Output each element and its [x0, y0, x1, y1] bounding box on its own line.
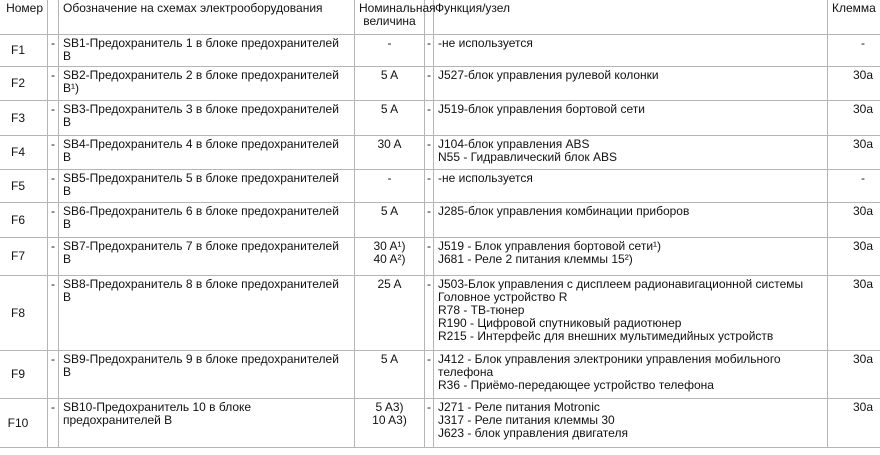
designation-cell — [59, 203, 355, 238]
designation-cell-line: B — [63, 184, 72, 198]
fuse-number-cell: F4 — [0, 136, 48, 170]
function-cell-line: Головное устройство R — [438, 290, 568, 304]
function-cell — [434, 101, 828, 136]
nominal-value-cell-line: - — [387, 36, 392, 50]
function-dash-cell: - — [425, 276, 434, 351]
table-row — [0, 136, 880, 170]
function-cell-line: J519 - Блок управления бортовой сети¹) — [438, 239, 662, 253]
designation-cell — [59, 238, 355, 276]
nominal-value-cell-line: 25 A — [377, 277, 402, 291]
designation-cell-line: B — [63, 150, 72, 164]
designation-cell-line: B — [63, 217, 72, 231]
header-nominal-line-2: величина — [363, 14, 416, 28]
fuse-number-cell: F6 — [0, 203, 48, 238]
designation-cell-line: SB7-Предохранитель 7 в блоке предохранителей — [63, 239, 339, 253]
table-row — [0, 203, 880, 238]
function-cell — [434, 67, 828, 101]
function-cell-line: J271 - Реле питания Motronic — [438, 400, 600, 414]
table-row — [0, 399, 880, 448]
function-cell — [434, 276, 828, 351]
designation-dash-cell: - — [48, 351, 59, 399]
function-cell-line: -не используется — [438, 171, 533, 185]
nominal-value-cell — [355, 399, 425, 448]
nominal-value-cell-line: 5 A — [380, 204, 399, 218]
header-nominal-line-1: Номинальная — [359, 1, 436, 15]
designation-cell-line: SB6-Предохранитель 6 в блоке предохранителей — [63, 204, 339, 218]
terminal-cell: 30a — [828, 399, 880, 448]
designation-dash-cell: - — [48, 136, 59, 170]
designation-cell — [59, 35, 355, 67]
designation-cell-line: SB9-Предохранитель 9 в блоке предохранителей — [63, 352, 339, 366]
table-row — [0, 101, 880, 136]
fuse-number-cell: F3 — [0, 101, 48, 136]
fuse-number-cell: F5 — [0, 170, 48, 203]
table-row — [0, 67, 880, 101]
designation-cell-line: SB10-Предохранитель 10 в блоке — [63, 400, 252, 414]
table-row — [0, 170, 880, 203]
designation-cell-line: SB5-Предохранитель 5 в блоке предохранителей — [63, 171, 339, 185]
function-cell — [434, 351, 828, 399]
designation-cell — [59, 136, 355, 170]
designation-cell-line: SB2-Предохранитель 2 в блоке предохранителей — [63, 68, 339, 82]
nominal-value-cell-line: 5 A — [380, 352, 399, 366]
nominal-value-cell-line: 30 A¹) — [373, 239, 406, 253]
function-cell — [434, 399, 828, 448]
nominal-value-cell-line: 5 A — [380, 102, 399, 116]
fuse-number-cell: F2 — [0, 67, 48, 101]
nominal-value-cell-line: 5 A3) — [375, 400, 404, 414]
terminal-cell: 30a — [828, 276, 880, 351]
function-cell-line: J285-блок управления комбинации приборов — [438, 204, 690, 218]
function-cell-line: R78 - ТВ-тюнер — [438, 303, 525, 317]
designation-cell-line: B — [63, 252, 72, 266]
designation-dash-cell: - — [48, 276, 59, 351]
function-cell-line: J519-блок управления бортовой сети — [438, 102, 645, 116]
nominal-value-cell — [355, 35, 425, 67]
fuse-number-cell: F7 — [0, 238, 48, 276]
designation-cell-line: B¹) — [63, 81, 79, 95]
header-number: Номер — [0, 0, 48, 35]
header-dash-spacer — [48, 0, 59, 35]
terminal-cell: 30a — [828, 351, 880, 399]
function-cell-line: N55 - Гидравлический блок ABS — [438, 150, 618, 164]
terminal-cell: - — [828, 170, 880, 203]
function-dash-cell: - — [425, 35, 434, 67]
terminal-cell: 30a — [828, 67, 880, 101]
nominal-value-cell-line: 30 A — [377, 137, 402, 151]
fuse-number-cell: F1 — [0, 35, 48, 67]
designation-cell-line: SB8-Предохранитель 8 в блоке предохранителей — [63, 277, 339, 291]
function-dash-cell: - — [425, 238, 434, 276]
nominal-value-cell-line: 40 A²) — [373, 252, 406, 266]
function-cell-line: телефона — [438, 365, 494, 379]
designation-dash-cell: - — [48, 67, 59, 101]
designation-cell — [59, 276, 355, 351]
header-terminal: Клемма — [828, 0, 880, 35]
designation-cell-line: SB1-Предохранитель 1 в блоке предохранителей — [63, 36, 339, 50]
designation-cell — [59, 351, 355, 399]
table-row — [0, 35, 880, 67]
function-cell — [434, 203, 828, 238]
fuse-number-cell: F8 — [0, 276, 48, 351]
fuse-number-cell: F10 — [0, 399, 48, 448]
function-dash-cell: - — [425, 101, 434, 136]
designation-cell-line: SB3-Предохранитель 3 в блоке предохранителей — [63, 102, 339, 116]
designation-dash-cell: - — [48, 203, 59, 238]
function-cell — [434, 136, 828, 170]
function-dash-cell: - — [425, 136, 434, 170]
function-cell-line: J503-Блок управления с дисплеем радионавигационной системы — [438, 277, 804, 291]
designation-cell-line: SB4-Предохранитель 4 в блоке предохранителей — [63, 137, 339, 151]
function-dash-cell: - — [425, 203, 434, 238]
nominal-value-cell-line: 5 A — [380, 68, 399, 82]
designation-cell-line: B — [63, 290, 72, 304]
header-designation: Обозначение на схемах электрооборудования — [59, 0, 355, 35]
table-row — [0, 276, 880, 351]
nominal-value-cell — [355, 101, 425, 136]
designation-cell — [59, 170, 355, 203]
terminal-cell: 30a — [828, 203, 880, 238]
function-cell — [434, 170, 828, 203]
designation-cell — [59, 399, 355, 448]
function-cell-line: J681 - Реле 2 питания клеммы 15²) — [438, 252, 633, 266]
designation-cell-line: B — [63, 49, 72, 63]
nominal-value-cell — [355, 67, 425, 101]
table-row — [0, 351, 880, 399]
nominal-value-cell-line: - — [387, 171, 392, 185]
function-cell-line: J317 - Реле питания клеммы 30 — [438, 413, 615, 427]
function-cell-line: J412 - Блок управления электроники управления мобильного — [438, 352, 781, 366]
function-cell — [434, 35, 828, 67]
designation-cell-line: предохранителей B — [63, 413, 173, 427]
nominal-value-cell — [355, 238, 425, 276]
designation-cell-line: B — [63, 365, 72, 379]
function-cell-line: R190 - Цифровой спутниковый радиотюнер — [438, 316, 682, 330]
table-header-row — [0, 0, 880, 35]
designation-cell — [59, 101, 355, 136]
function-cell-line: -не используется — [438, 36, 533, 50]
header-nominal — [355, 0, 436, 35]
function-dash-cell: - — [425, 399, 434, 448]
nominal-value-cell — [355, 170, 425, 203]
designation-dash-cell: - — [48, 399, 59, 448]
function-cell-line: J527-блок управления рулевой колонки — [438, 68, 659, 82]
terminal-cell: 30a — [828, 238, 880, 276]
function-dash-cell: - — [425, 351, 434, 399]
function-cell-line: J623 - блок управления двигателя — [438, 426, 628, 440]
nominal-value-cell-line: 10 A3) — [372, 413, 407, 427]
designation-dash-cell: - — [48, 170, 59, 203]
function-cell-line: J104-блок управления ABS — [438, 137, 590, 151]
designation-cell-line: B — [63, 115, 72, 129]
designation-dash-cell: - — [48, 35, 59, 67]
fuse-number-cell: F9 — [0, 351, 48, 399]
designation-dash-cell: - — [48, 238, 59, 276]
function-dash-cell: - — [425, 67, 434, 101]
function-cell-line: R36 - Приёмо-передающее устройство телефона — [438, 378, 714, 392]
function-cell-line: R215 - Интерфейс для внешних мультимедийных устройств — [438, 329, 774, 343]
function-dash-cell: - — [425, 170, 434, 203]
terminal-cell: 30a — [828, 136, 880, 170]
designation-cell — [59, 67, 355, 101]
terminal-cell: - — [828, 35, 880, 67]
nominal-value-cell — [355, 276, 425, 351]
header-function: Функция/узел — [434, 0, 828, 35]
terminal-cell: 30a — [828, 101, 880, 136]
function-cell — [434, 238, 828, 276]
nominal-value-cell — [355, 136, 425, 170]
nominal-value-cell — [355, 203, 425, 238]
nominal-value-cell — [355, 351, 425, 399]
table-row — [0, 238, 880, 276]
designation-dash-cell: - — [48, 101, 59, 136]
